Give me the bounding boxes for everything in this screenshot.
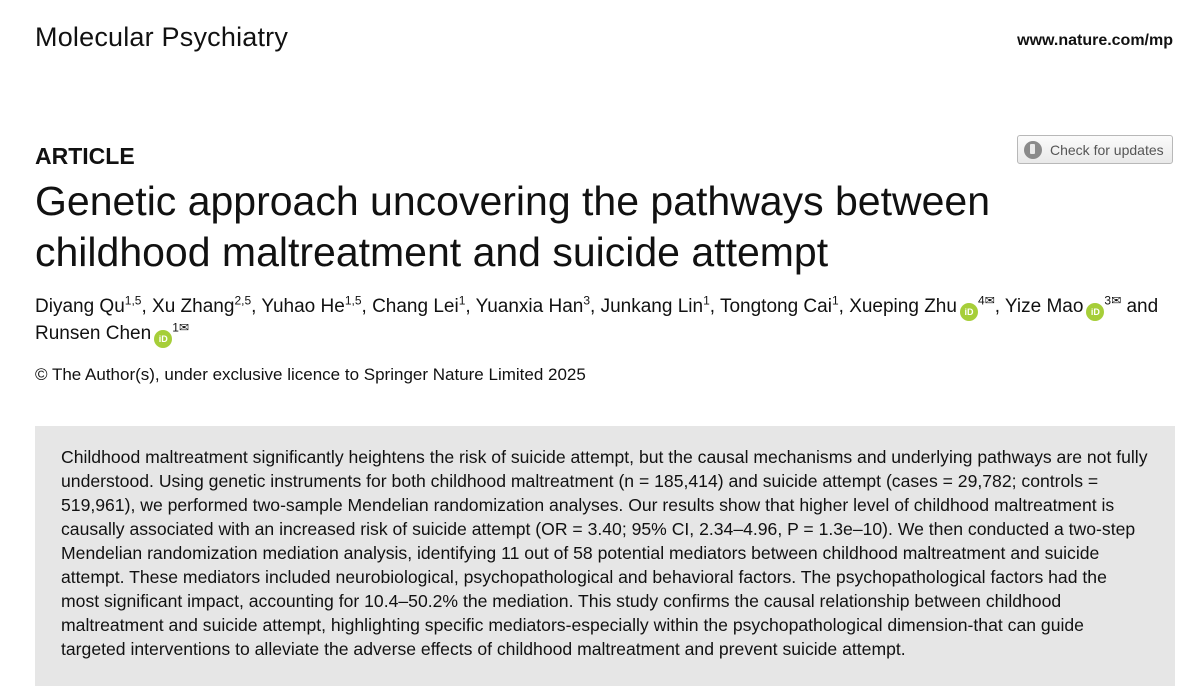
author[interactable]: Diyang Qu$^{1,5}$	[35, 293, 142, 317]
author[interactable]: Yuhao He$^{1,5}$	[261, 293, 362, 317]
abstract-box	[35, 426, 1175, 686]
author[interactable]: Yuanxia Han$^3$	[475, 293, 591, 317]
journal-website[interactable]: www.nature.com/mp	[1017, 32, 1173, 49]
check-for-updates-label: Check for updates	[1050, 141, 1164, 158]
orcid-icon[interactable]: iD	[154, 330, 172, 348]
article-title: Genetic approach uncovering the pathways between childhood maltreatment and suicide attempt	[35, 178, 991, 275]
journal-name: Molecular Psychiatry	[35, 22, 289, 52]
author[interactable]: Yize Mao $iD^{3✉}$	[1005, 296, 1121, 317]
email-icon[interactable]: ✉	[178, 320, 189, 335]
author[interactable]: Runsen Chen $iD^{1✉}$	[35, 323, 189, 344]
copyright-notice: © The Author(s), under exclusive licence to Springer Nature Limited 2025	[35, 365, 586, 384]
check-for-updates-button[interactable]	[1017, 135, 1173, 164]
author-list: Diyang Qu$^{1,5}$, Xu Zhang$^{2,5}$, Yuhao He$^{1,5}$, Chang Lei$^1$, Yuanxia Han$^3$, Junkang Lin$^1$, Tongtong Cai$^1$, Xueping Zhu $iD^{4✉}$, Yize Mao $iD^{3✉}$ and Runsen Chen $iD^{1✉}$	[35, 294, 1180, 348]
article-type-label: ARTICLE	[35, 143, 135, 169]
and-conjunction: and	[1126, 296, 1159, 317]
author[interactable]: Xu Zhang$^{2,5}$	[152, 293, 252, 317]
author[interactable]: Tongtong Cai$^1$	[719, 293, 839, 317]
orcid-icon[interactable]: iD	[1086, 303, 1104, 321]
orcid-icon[interactable]: iD	[960, 303, 978, 321]
email-icon[interactable]: ✉	[1111, 293, 1122, 308]
email-icon[interactable]: ✉	[984, 293, 995, 308]
author[interactable]: Xueping Zhu $iD^{4✉}$	[849, 296, 995, 317]
abstract-text: Childhood maltreatment significantly heightens the risk of suicide attempt, but the causal mechanisms and underlying pathways are not fully understood. Using genetic instruments for both childhood maltreatment (n = 185,414) and suicide attempt (cases = 29,782; controls = 519,961), we performed two-sample Mendelian randomization analyses. Our results show that higher level of childhood maltreatment is causally associated with an increased risk of suicide attempt (OR = 3.40; 95% CI, 2.34–4.96, P = 1.3e–10). We then conducted a two-step Mendelian randomization mediation analysis, identifying 11 out of 58 potential mediators between childhood maltreatment and suicide attempt. These mediators included neurobiological, psychopathological and behavioral factors. The psychopathological factors had the most significant impact, accounting for 10.4–50.2% the mediation. This study confirms the causal relationship between childhood maltreatment and suicide attempt, highlighting specific mediators-especially within the psychopathological dimension-that can guide targeted interventions to alleviate the adverse effects of childhood maltreatment and prevent suicide attempt.	[61, 447, 1148, 659]
author[interactable]: Chang Lei$^1$	[372, 293, 466, 317]
author[interactable]: Junkang Lin$^1$	[600, 293, 710, 317]
bookmark-icon	[1024, 141, 1042, 159]
